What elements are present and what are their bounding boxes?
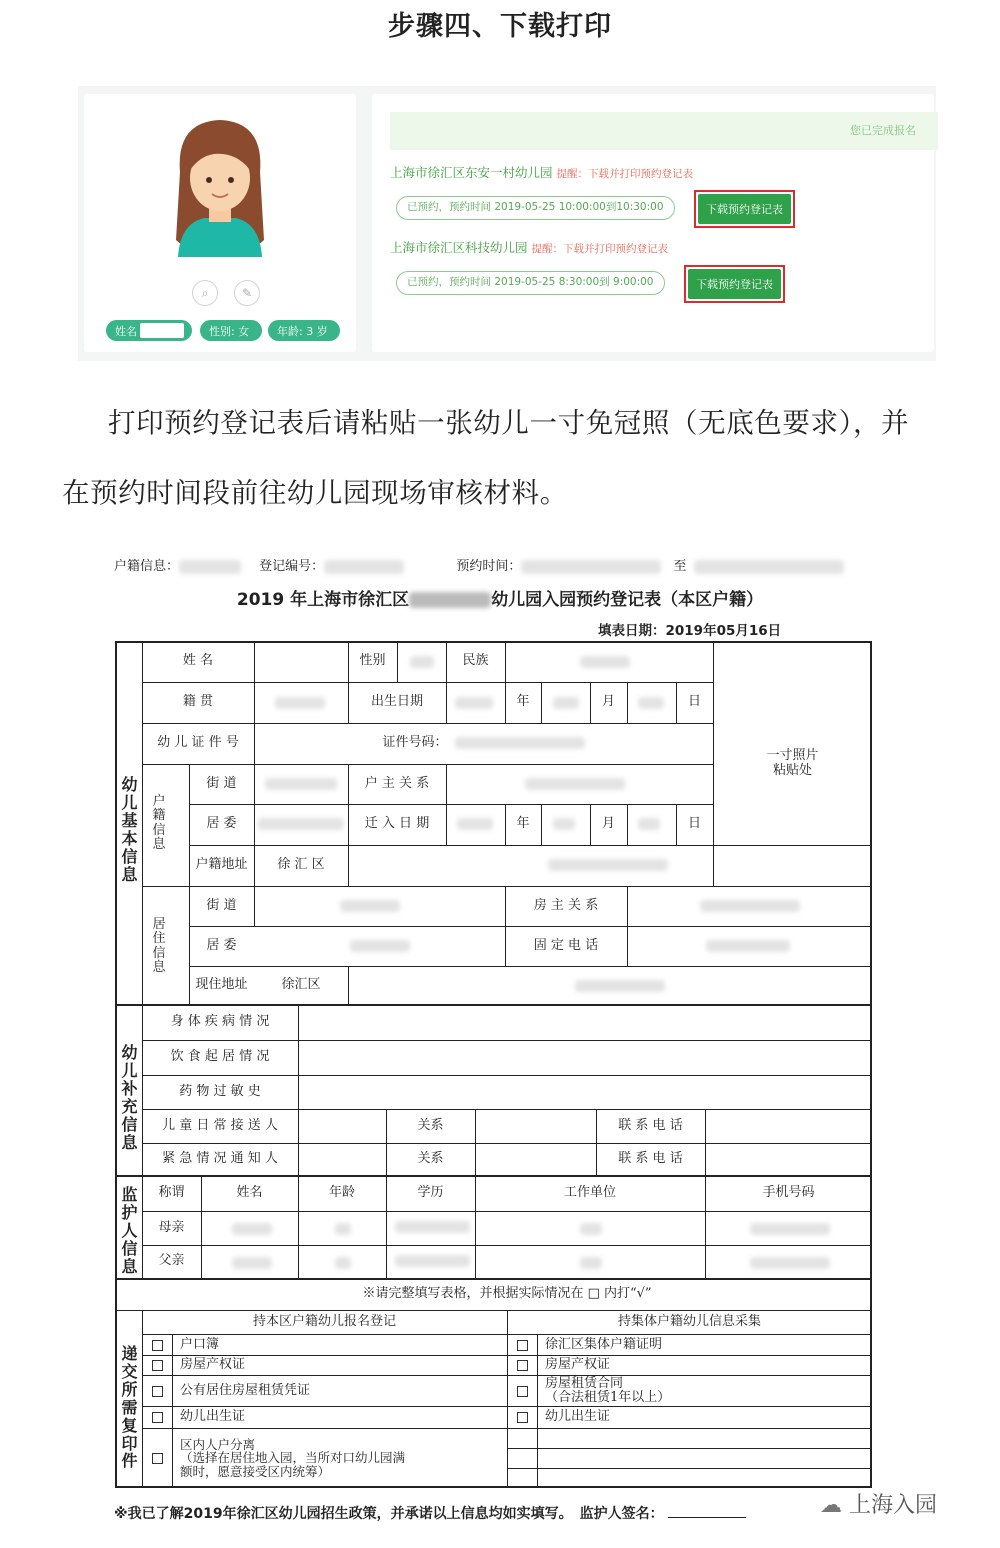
grid-line (142, 1428, 872, 1429)
grid-line (505, 682, 506, 723)
child-profile-card (84, 94, 356, 352)
grid-line (348, 641, 349, 723)
grid-line (254, 641, 255, 723)
grid-line (627, 804, 628, 845)
grid-line (115, 1278, 872, 1280)
grid-line (298, 1004, 299, 1109)
grid-line (172, 1334, 173, 1488)
grid-line (142, 1406, 872, 1407)
grid-line (115, 1175, 872, 1177)
watermark: ☁ 上海入园 (820, 1493, 938, 1518)
section-basic-info: 幼儿基本信息 (121, 775, 138, 884)
fill-date: 填表日期：2019年05月16日 (598, 623, 782, 639)
grid-line (142, 641, 143, 1004)
redacted-value (232, 1223, 272, 1235)
grid-line (189, 966, 872, 967)
guardian-title-1: 父亲 (158, 1253, 185, 1269)
download-button-2[interactable]: 下载预约登记表 (688, 269, 781, 299)
grid-line (142, 1211, 872, 1212)
label-move-in-date: 迁 入 日 期 (364, 816, 430, 832)
reg-no-label: 登记编号： (259, 559, 325, 574)
label-month-2: 月 (601, 816, 615, 832)
grid-line (115, 641, 872, 643)
label-householder-relation: 户 主 关 系 (364, 775, 430, 791)
grid-line (142, 1075, 872, 1076)
grid-line (397, 641, 398, 682)
grid-line (142, 1004, 143, 1175)
label-year-2: 年 (516, 816, 530, 832)
instruction-line-2: 在预约时间段前往幼儿园现场审核材料。 (62, 477, 568, 509)
grid-line (189, 764, 190, 1004)
subsection-huji: 户籍信息 (152, 794, 166, 852)
redacted-value (575, 980, 665, 992)
grid-line (705, 1109, 706, 1175)
grid-line (705, 1175, 706, 1278)
grid-line (254, 723, 255, 764)
redacted-value (553, 818, 575, 830)
label-committee: 居 委 (206, 816, 237, 832)
grid-line (446, 641, 447, 682)
to-label: 至 (673, 559, 687, 574)
redacted-value (265, 778, 337, 790)
grid-line (142, 682, 713, 683)
grid-line (298, 1175, 299, 1278)
checkbox-note: ※请完整填写表格，并根据实际情况在 □ 内打“√” (362, 1285, 652, 1301)
grid-line (713, 641, 714, 886)
label-birth-date: 出生日期 (370, 694, 423, 710)
redacted-value (350, 940, 410, 952)
redacted-value (700, 900, 800, 912)
instruction-line-1: 打印预约登记表后请粘贴一张幼儿一寸免冠照（无底色要求），并 (108, 407, 910, 439)
appt-time-label: 预约时间： (456, 559, 522, 574)
guardian-header-2: 年龄 (328, 1184, 355, 1200)
redacted-value (275, 697, 325, 709)
checkbox-right-2[interactable] (517, 1386, 528, 1397)
grid-line (142, 1143, 872, 1144)
grid-line (142, 1310, 143, 1488)
redacted-value (395, 1255, 470, 1267)
label-year: 年 (516, 694, 530, 710)
label-live-committee: 居 委 (206, 937, 237, 953)
pledge-footer: ※我已了解2019年徐汇区幼儿园招生政策，并承诺以上信息均如实填写。 监护人签名： (114, 1503, 746, 1523)
form-title: 2019 年上海市徐汇区 幼儿园入园预约登记表（本区户籍） (236, 590, 764, 610)
download-button-1[interactable]: 下载预约登记表 (698, 194, 791, 224)
grid-line (142, 1175, 143, 1278)
grid-line (505, 641, 506, 682)
grid-line (189, 845, 872, 846)
redacted-value (395, 1221, 470, 1233)
kindergarten-2: 上海市徐汇区科技幼儿园 提醒：下载并打印预约登记表 (390, 240, 669, 255)
grid-line (541, 804, 542, 845)
guardian-header-4: 工作单位 (563, 1184, 616, 1200)
redacted-value (335, 1223, 351, 1235)
grid-line (142, 1109, 872, 1110)
grid-line (507, 1310, 508, 1488)
section-guardian: 监护人信息 (121, 1185, 138, 1276)
redacted-value (580, 656, 630, 668)
label-relation-1: 关系 (417, 1117, 444, 1133)
doc-left-1: 房屋产权证 (180, 1357, 246, 1373)
enrollment-card (372, 94, 934, 352)
redacted-value (580, 1223, 602, 1235)
grid-line (505, 886, 506, 966)
doc-right-0: 徐汇区集体户籍证明 (545, 1336, 663, 1352)
grid-line (386, 1175, 387, 1278)
appointment-1: 已预约，预约时间 2019-05-25 10:00:00到10:30:00 (396, 196, 675, 220)
grid-line (676, 804, 677, 845)
checkbox-right-3[interactable] (517, 1412, 528, 1423)
redacted-value (750, 1223, 830, 1235)
doc-right-3: 幼儿出生证 (545, 1409, 611, 1425)
guardian-title-0: 母亲 (158, 1219, 185, 1235)
redacted-value (232, 1257, 272, 1269)
label-emergency-contact: 紧 急 情 况 通 知 人 (162, 1150, 278, 1166)
checkbox-left-4[interactable] (152, 1453, 163, 1464)
checkbox-left-3[interactable] (152, 1412, 163, 1423)
grid-line (446, 764, 447, 845)
redacted-value (457, 818, 493, 830)
section-supplementary: 幼儿补充信息 (121, 1043, 138, 1152)
docs-right-header: 持集体户籍幼儿信息采集 (617, 1313, 761, 1329)
label-ethnic: 民族 (462, 653, 489, 669)
label-contact-2: 联 系 电 话 (618, 1150, 683, 1166)
wechat-icon: ☁ (820, 1493, 842, 1518)
grid-line (115, 641, 117, 1488)
redacted-value (706, 940, 790, 952)
grid-line (142, 764, 713, 765)
kindergarten-1: 上海市徐汇区东安一村幼儿园 提醒：下载并打印预约登记表 (390, 165, 694, 180)
redacted-value (335, 1257, 351, 1269)
child-avatar-icon (156, 112, 284, 257)
label-landline: 固 定 电 话 (533, 937, 599, 953)
grid-line (142, 1334, 872, 1335)
grid-line (142, 1375, 872, 1376)
redacted-value (455, 737, 585, 749)
label-id-code: 证件号码： (382, 735, 448, 751)
label-month: 月 (601, 694, 615, 710)
label-live-street: 街 道 (206, 897, 237, 913)
checkbox-left-0[interactable] (152, 1340, 163, 1351)
label-name: 姓 名 (182, 653, 214, 669)
grid-line (189, 926, 872, 927)
grid-line (142, 886, 189, 887)
photo-placeholder: 一寸照片 粘贴处 (766, 748, 819, 778)
grid-line (348, 764, 349, 886)
edit-icon[interactable]: ✎ (234, 280, 260, 306)
doc-left-2: 公有居住房屋租赁凭证 (180, 1382, 311, 1398)
value-district: 徐 汇 区 (277, 857, 325, 873)
grid-line (627, 682, 628, 723)
label-gender: 性别 (359, 653, 386, 669)
download-frame-1 (694, 190, 795, 228)
redacted-value (410, 656, 434, 668)
label-native: 籍 贯 (182, 694, 214, 710)
checkbox-left-2[interactable] (152, 1386, 163, 1397)
redacted-value (638, 818, 660, 830)
label-relation-2: 关系 (417, 1150, 444, 1166)
checkbox-left-1[interactable] (152, 1360, 163, 1371)
doc-left-3: 幼儿出生证 (180, 1409, 246, 1425)
download-frame-2 (684, 265, 785, 303)
redacted-value (580, 1257, 602, 1269)
search-icon[interactable]: ⌕ (192, 280, 218, 306)
redacted-value (553, 697, 579, 709)
label-diet: 饮 食 起 居 情 况 (170, 1049, 270, 1065)
redacted-value (258, 818, 344, 830)
form-meta-line (114, 555, 884, 574)
grid-line (475, 1109, 476, 1175)
redacted-value (525, 778, 625, 790)
grid-line (201, 1175, 202, 1278)
gender-pill: 性别: 女 (200, 320, 262, 341)
grid-line (189, 926, 872, 927)
grid-line (189, 966, 872, 967)
grid-line (537, 1334, 538, 1488)
checkbox-right-1[interactable] (517, 1360, 528, 1371)
grid-line (142, 1245, 872, 1246)
redacted-value (638, 697, 664, 709)
grid-line (115, 1310, 872, 1311)
label-pickup-person: 儿 童 日 常 接 送 人 (162, 1117, 278, 1133)
grid-line (189, 886, 872, 887)
label-day: 日 (687, 694, 701, 710)
grid-line (505, 804, 506, 845)
label-health: 身 体 疾 病 情 况 (170, 1013, 270, 1029)
doc-right-1: 房屋产权证 (545, 1357, 611, 1373)
label-huji-address: 户籍地址 (195, 857, 248, 873)
label-day-2: 日 (687, 816, 701, 832)
grid-line (348, 966, 349, 1004)
grid-line (142, 723, 713, 724)
checkbox-right-0[interactable] (517, 1340, 528, 1351)
section-documents: 递交所需复印件 (121, 1344, 138, 1471)
doc-left-0: 户口簿 (180, 1336, 220, 1352)
grid-line (627, 886, 628, 966)
grid-line (590, 804, 591, 845)
name-pill: 姓名 (106, 320, 192, 341)
grid-line (446, 682, 447, 723)
guardian-header-5: 手机号码 (762, 1184, 815, 1200)
redacted-value (750, 1257, 830, 1269)
grid-line (142, 1355, 872, 1356)
grid-line (541, 682, 542, 723)
grid-line (475, 1175, 476, 1278)
grid-line (507, 1448, 872, 1449)
grid-line (590, 682, 591, 723)
portal-screenshot (78, 86, 936, 361)
grid-line (298, 1109, 299, 1175)
docs-left-header: 持本区户籍幼儿报名登记 (252, 1313, 396, 1329)
guardian-header-3: 学历 (417, 1184, 444, 1200)
grid-line (386, 1109, 387, 1175)
doc-left-4: 区内人户分离 （选择在居住地入园，当所对口幼儿园满 额时，愿意接受区内统筹） (180, 1437, 406, 1479)
grid-line (596, 1109, 597, 1175)
value-district-2: 徐汇区 (281, 976, 321, 992)
appointment-2: 已预约，预约时间 2019-05-25 8:30:00到 9:00:00 (396, 271, 665, 295)
label-child-id: 幼 儿 证 件 号 (157, 735, 239, 751)
grid-line (115, 1004, 872, 1006)
grid-line (142, 886, 872, 887)
grid-line (142, 1040, 872, 1041)
guardian-header-1: 姓名 (236, 1184, 263, 1200)
redacted-value (340, 900, 400, 912)
grid-line (115, 1486, 872, 1488)
completion-banner: 您已完成报名 (390, 112, 938, 150)
subsection-residence: 居住信息 (152, 917, 166, 975)
redacted-value (548, 859, 668, 871)
label-current-address: 现住地址 (195, 976, 248, 992)
step-heading: 步骤四、下载打印 (388, 11, 612, 42)
guardian-header-0: 称谓 (158, 1184, 185, 1200)
label-street: 街 道 (206, 775, 237, 791)
label-owner-relation: 房 主 关 系 (533, 897, 599, 913)
grid-line (189, 804, 713, 805)
grid-line (507, 1468, 872, 1469)
grid-line (254, 764, 255, 926)
label-allergy: 药 物 过 敏 史 (179, 1083, 261, 1099)
label-contact-1: 联 系 电 话 (618, 1117, 683, 1133)
grid-line (870, 641, 872, 1488)
grid-line (676, 682, 677, 723)
huji-label: 户籍信息： (114, 559, 180, 574)
age-pill: 年龄: 3 岁 (268, 320, 340, 341)
doc-right-2: 房屋租赁合同 （合法租赁1年以上） (545, 1375, 671, 1405)
redacted-value (455, 697, 493, 709)
